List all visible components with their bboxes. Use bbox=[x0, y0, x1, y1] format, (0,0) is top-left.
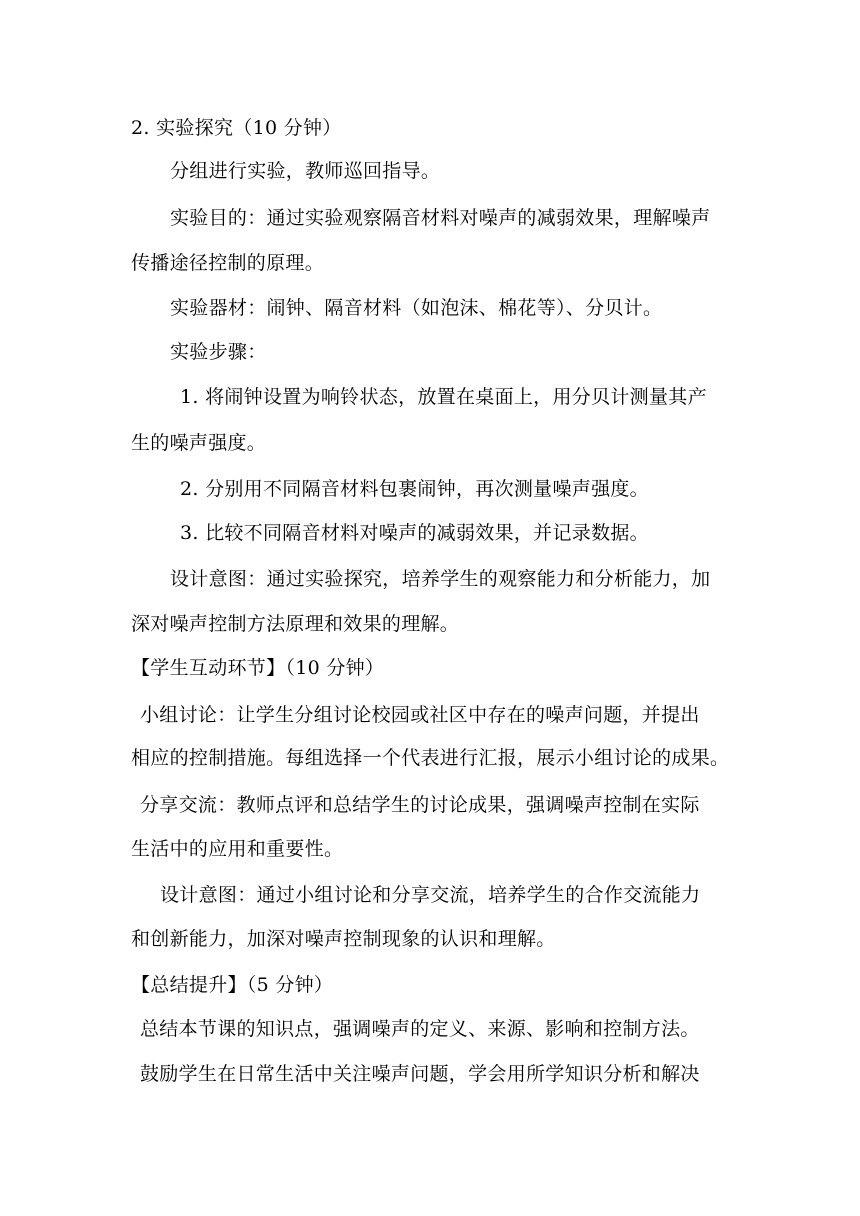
paragraph-line: 生活中的应用和重要性。 bbox=[131, 838, 344, 860]
paragraph-line: 和创新能力，加深对噪声控制现象的认识和理解。 bbox=[131, 928, 556, 950]
paragraph-line: 相应的控制措施。每组选择一个代表进行汇报，展示小组讨论的成果。 bbox=[131, 747, 730, 769]
paragraph-line: 实验目的：通过实验观察隔音材料对噪声的减弱效果，理解噪声 bbox=[170, 207, 711, 229]
step-item: 3. 比较不同隔音材料对噪声的减弱效果，并记录数据。 bbox=[180, 522, 649, 544]
step-item: 2. 分别用不同隔音材料包裹闹钟，再次测量噪声强度。 bbox=[180, 478, 649, 500]
paragraph-line: 设计意图：通过实验探究，培养学生的观察能力和分析能力，加 bbox=[170, 568, 711, 590]
paragraph-line: 深对噪声控制方法原理和效果的理解。 bbox=[131, 613, 460, 635]
paragraph-line: 总结本节课的知识点，强调噪声的定义、来源、影响和控制方法。 bbox=[140, 1018, 700, 1040]
paragraph-line: 传播途径控制的原理。 bbox=[131, 252, 325, 274]
paragraph-line: 小组讨论：让学生分组讨论校园或社区中存在的噪声问题，并提出 bbox=[140, 704, 700, 726]
step-item: 1. 将闹钟设置为响铃状态，放置在桌面上，用分贝计测量其产 bbox=[180, 386, 707, 408]
paragraph-line: 分组进行实验，教师巡回指导。 bbox=[170, 160, 441, 182]
paragraph-line: 分享交流：教师点评和总结学生的讨论成果，强调噪声控制在实际 bbox=[140, 794, 700, 816]
paragraph-line: 设计意图：通过小组讨论和分享交流，培养学生的合作交流能力 bbox=[160, 884, 701, 906]
paragraph-line: 实验步骤： bbox=[170, 341, 267, 363]
paragraph-line: 生的噪声强度。 bbox=[131, 432, 267, 454]
paragraph-line: 实验器材：闹钟、隔音材料（如泡沫、棉花等）、分贝计。 bbox=[170, 297, 663, 319]
section-heading-summary: 【总结提升】（5 分钟） bbox=[131, 974, 334, 996]
section-heading-interaction: 【学生互动环节】（10 分钟） bbox=[131, 657, 385, 679]
section-heading-experiment: 2. 实验探究（10 分钟） bbox=[131, 117, 342, 139]
paragraph-line: 鼓励学生在日常生活中关注噪声问题，学会用所学知识分析和解决 bbox=[140, 1063, 700, 1085]
